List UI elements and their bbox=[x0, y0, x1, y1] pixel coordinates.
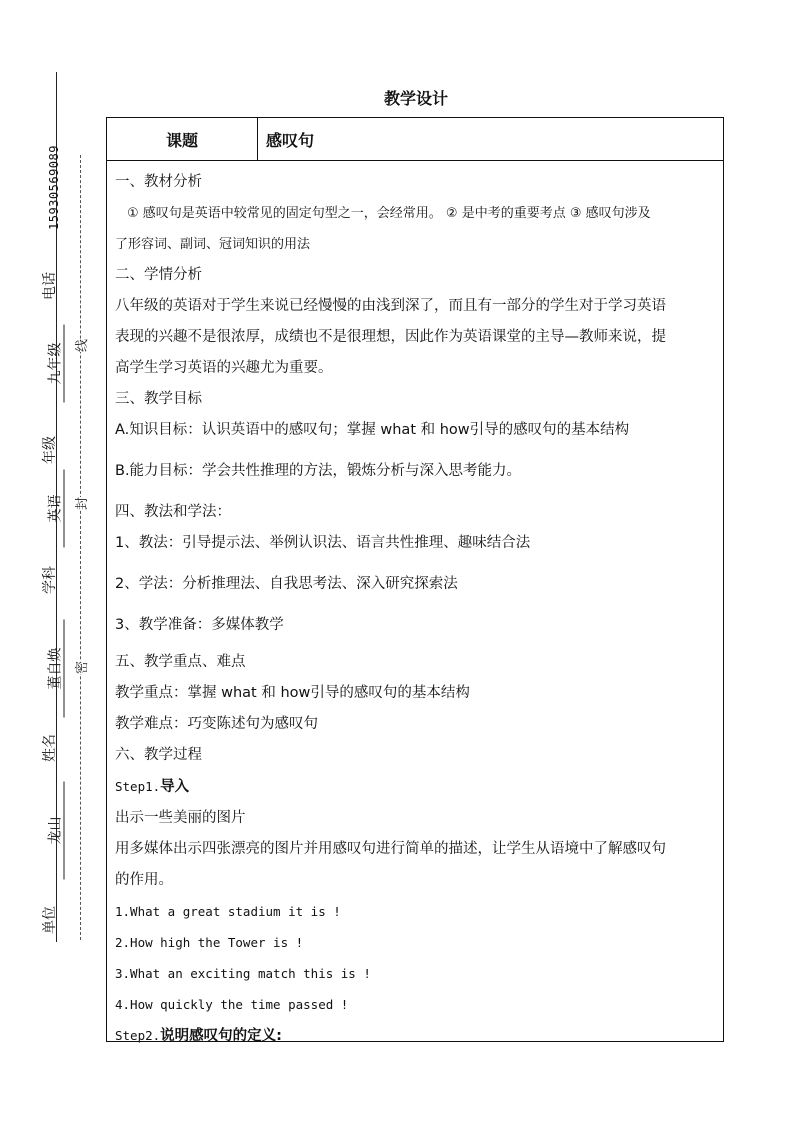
unit-label: 单位 bbox=[42, 906, 58, 934]
section-heading: 一、教材分析 bbox=[115, 174, 202, 190]
section-heading: 四、教法和学法： bbox=[115, 504, 231, 520]
phone-label: 电话 bbox=[42, 272, 58, 300]
grade-label: 年级 bbox=[42, 436, 58, 464]
topic-row bbox=[107, 118, 723, 161]
section-heading: 六、教学过程 bbox=[115, 747, 202, 763]
seal-mark-seal: 封 bbox=[71, 497, 90, 510]
list-item: 1、教法：引导提示法、举例认识法、语言共性推理、趣味结合法 bbox=[115, 535, 531, 551]
binding-strip bbox=[0, 0, 100, 1123]
seal-mark-line: 线 bbox=[71, 339, 90, 352]
unit-value: 龙山 bbox=[48, 782, 65, 880]
paragraph: 出示一些美丽的图片 bbox=[115, 810, 246, 826]
document-title: 教学设计 bbox=[383, 89, 448, 108]
example-sentence: 1.What a great stadium it is ! bbox=[115, 904, 341, 919]
ability-goal: B.能力目标：学会共性推理的方法，锻炼分析与深入思考能力。 bbox=[115, 463, 522, 479]
list-item: 2、学法：分析推理法、自我思考法、深入研究探索法 bbox=[115, 576, 458, 592]
knowledge-goal: A.知识目标：认识英语中的感叹句；掌握 what 和 how引导的感叹句的基本结构 bbox=[115, 422, 630, 438]
step-heading: Step2.说明感叹句的定义: bbox=[115, 1028, 282, 1044]
paragraph: 了形容词、副词、冠词知识的用法 bbox=[115, 237, 311, 252]
subject-label: 学科 bbox=[42, 566, 58, 594]
paragraph: 高学生学习英语的兴趣尤为重要。 bbox=[115, 360, 333, 376]
list-item: 3、教学准备：多媒体教学 bbox=[115, 617, 284, 633]
seal-dashed-line bbox=[80, 155, 81, 940]
paragraph: 的作用。 bbox=[115, 872, 173, 888]
paragraph: 表现的兴趣不是很浓厚，成绩也不是很理想，因此作为英语课堂的主导—教师来说，提 bbox=[115, 329, 666, 345]
section-heading: 三、教学目标 bbox=[115, 391, 202, 407]
paragraph: 八年级的英语对于学生来说已经慢慢的由浅到深了，而且有一部分的学生对于学习英语 bbox=[115, 298, 666, 314]
subject-value: 英语 bbox=[48, 470, 65, 548]
example-sentence: 2.How high the Tower is ! bbox=[115, 935, 304, 950]
step-heading: Step1.导入 bbox=[115, 779, 190, 795]
seal-mark-secret: 密 bbox=[71, 661, 90, 674]
grade-value: 九年级 bbox=[48, 325, 65, 403]
key-point: 教学重点：掌握 what 和 how引导的感叹句的基本结构 bbox=[115, 685, 470, 701]
paragraph: ① 感叹句是英语中较常见的固定句型之一，会经常用。 ② 是中考的重要考点 ③ 感叹句涉及 bbox=[127, 206, 651, 221]
name-value: 董自焕 bbox=[48, 620, 65, 718]
section-heading: 二、学情分析 bbox=[115, 267, 202, 283]
lesson-plan-table bbox=[106, 117, 724, 1042]
example-sentence: 4.How quickly the time passed ! bbox=[115, 997, 349, 1012]
example-sentence: 3.What an exciting match this is ! bbox=[115, 966, 371, 981]
section-heading: 五、教学重点、难点 bbox=[115, 654, 246, 670]
difficult-point: 教学难点：巧变陈述句为感叹句 bbox=[115, 716, 318, 732]
topic-label: 课题 bbox=[107, 118, 258, 160]
phone-number: 15930569089 bbox=[47, 145, 61, 230]
lesson-content bbox=[107, 161, 723, 1052]
topic-value: 感叹句 bbox=[266, 130, 315, 150]
paragraph: 用多媒体出示四张漂亮的图片并用感叹句进行简单的描述，让学生从语境中了解感叹句 bbox=[115, 841, 666, 857]
name-label: 姓名 bbox=[42, 734, 58, 762]
